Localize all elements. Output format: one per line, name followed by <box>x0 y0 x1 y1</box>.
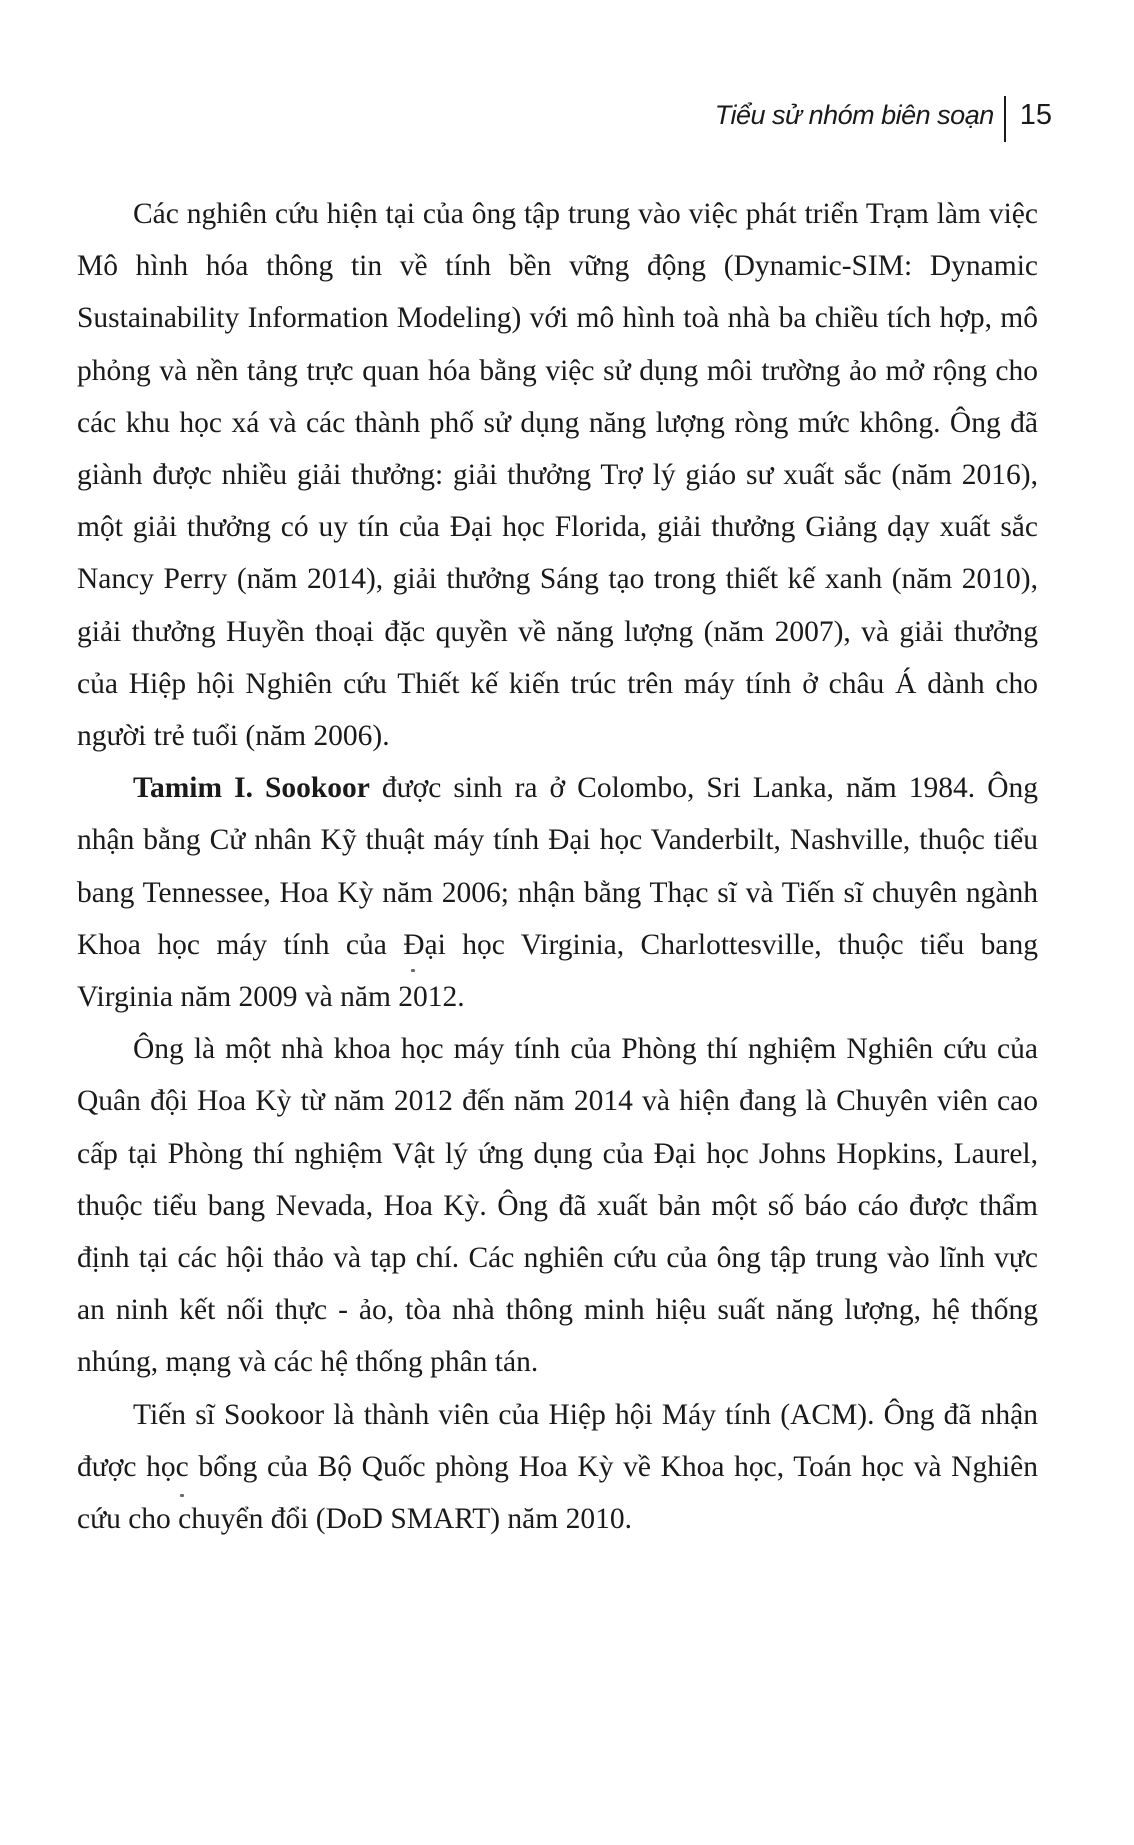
person-name: Tamim I. Sookoor <box>133 772 370 805</box>
paragraph-biography-text: được sinh ra ở Colombo, Sri Lanka, năm 1984. Ông nhận bằng Cử nhân Kỹ thuật máy tính Đại học Vanderbilt, Nashville, thuộc tiểu bang Tennessee, Hoa Kỳ năm 2006; nhận bằng Thạc sĩ và Tiến sĩ chuyên ngành Khoa học máy tính của Đại học Virginia, Charlottesville, thuộc tiểu bang Virginia năm 2009 và năm 2012. <box>77 772 1038 1014</box>
scan-speck <box>180 1494 184 1497</box>
paragraph-research: Các nghiên cứu hiện tại của ông tập trung vào việc phát triển Trạm làm việc Mô hình hóa thông tin về tính bền vững động (Dynamic-SIM: Dynamic Sustainability Information Modeling) với mô hình toà nhà ba chiều tích hợp, mô phỏng và nền tảng trực quan hóa bằng việc sử dụng môi trường ảo mở rộng cho các khu học xá và các thành phố sử dụng năng lượng ròng mức không. Ông đã giành được nhiều giải thưởng: giải thưởng Trợ lý giáo sư xuất sắc (năm 2016), một giải thưởng có uy tín của Đại học Florida, giải thưởng Giảng dạy xuất sắc Nancy Perry (năm 2014), giải thưởng Sáng tạo trong thiết kế xanh (năm 2010), giải thưởng Huyền thoại đặc quyền về năng lượng (năm 2007), và giải thưởng của Hiệp hội Nghiên cứu Thiết kế kiến trúc trên máy tính ở châu Á dành cho người trẻ tuổi (năm 2006). <box>77 198 1038 753</box>
header-divider <box>1004 96 1006 142</box>
body-text <box>77 188 1038 1545</box>
paragraph-career: Ông là một nhà khoa học máy tính của Phòng thí nghiệm Nghiên cứu của Quân đội Hoa Kỳ từ năm 2012 đến năm 2014 và hiện đang là Chuyên viên cao cấp tại Phòng thí nghiệm Vật lý ứng dụng của Đại học Johns Hopkins, Laurel, thuộc tiểu bang Nevada, Hoa Kỳ. Ông đã xuất bản một số báo cáo được thẩm định tại các hội thảo và tạp chí. Các nghiên cứu của ông tập trung vào lĩnh vực an ninh kết nối thực - ảo, tòa nhà thông minh hiệu suất năng lượng, hệ thống nhúng, mạng và các hệ thống phân tán. <box>77 1033 1038 1379</box>
running-header <box>715 92 1052 138</box>
paragraph-biography <box>77 762 1038 1023</box>
paragraph-membership: Tiến sĩ Sookoor là thành viên của Hiệp hội Máy tính (ACM). Ông đã nhận được học bổng của Bộ Quốc phòng Hoa Kỳ về Khoa học, Toán học và Nghiên cứu cho chuyển đổi (DoD SMART) năm 2010. <box>77 1398 1038 1536</box>
page-number: 15 <box>1019 98 1052 131</box>
section-title: Tiểu sử nhóm biên soạn <box>714 99 994 130</box>
scan-speck <box>411 969 415 972</box>
